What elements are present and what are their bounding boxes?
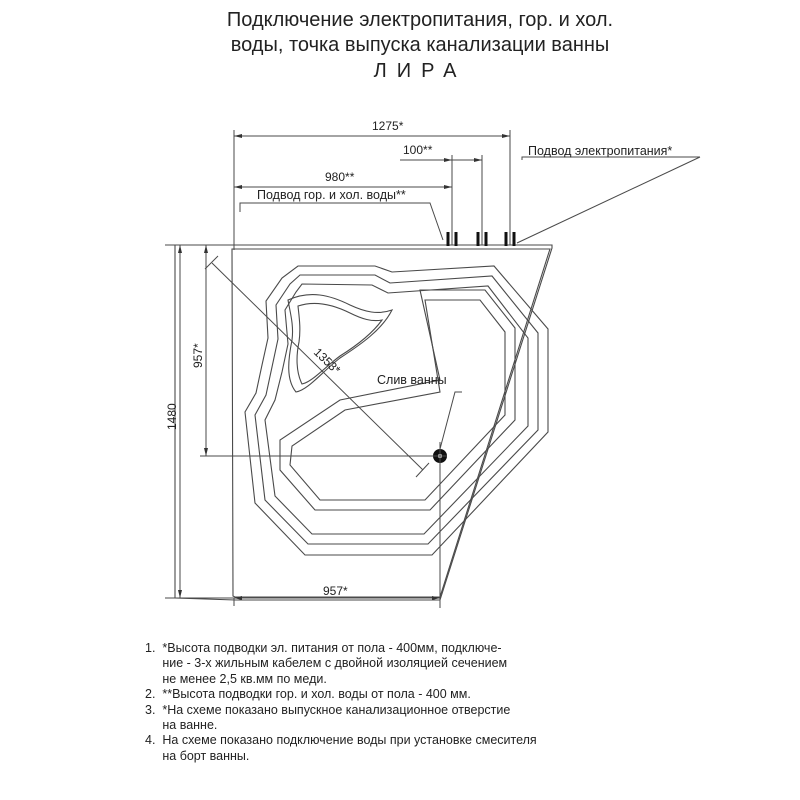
dim-label-drain-x: 957* [323,584,348,598]
title-line-1: Подключение электропитания, гор. и хол. [226,9,614,31]
title-line-2: воды, точка выпуска канализации ванны [230,34,610,56]
tub-basin-inner [265,284,528,534]
tub-basin-outer [255,275,538,544]
power-leader-line [517,157,700,243]
water-connection-label: Подвод гор. и хол. воды** [257,188,406,202]
title-model-name: ЛИРА [373,60,467,82]
water-leader-line [240,203,443,240]
dim-label-diagonal: 1353* [310,345,344,377]
diagonal-dimension-line [212,263,423,470]
tub-seat-contour-inner [297,303,382,384]
dim-label-drain-y: 957* [191,343,205,368]
power-connection-label: Подвод электропитания* [528,144,673,158]
dim-label-top-width: 1275* [372,119,404,133]
tub-bottom-contour-inner [290,300,505,500]
note-line: ние - 3-х жильным кабелем с двойной изоляцией сечением [145,656,508,671]
drain-label: Слив ванны [377,373,447,387]
dim-label-water-offset: 980** [325,170,355,184]
note-line: на борт ванны. [145,748,250,763]
note-line: на ванне. [145,718,218,733]
tub-rim-outline [232,249,550,597]
note-line: 3. *На схеме показано выпускное канализационное отверстие [145,702,511,717]
note-line: 2. **Высота подводки гор. и хол. воды от пола - 400 мм. [145,687,471,702]
note-line: 1. *Высота подводки эл. питания от пола - 400мм, подключе- [145,641,502,655]
dim-label-height: 1480 [165,403,179,430]
dim-label-power-offset: 100** [403,143,433,157]
notes-block [145,641,785,764]
note-line: 4. На схеме показано подключение воды при установке смесителя [145,733,537,748]
power-connection-stubs [478,232,514,246]
drain-leader-line [440,392,462,449]
note-line: не менее 2,5 кв.мм по меди. [145,671,327,686]
